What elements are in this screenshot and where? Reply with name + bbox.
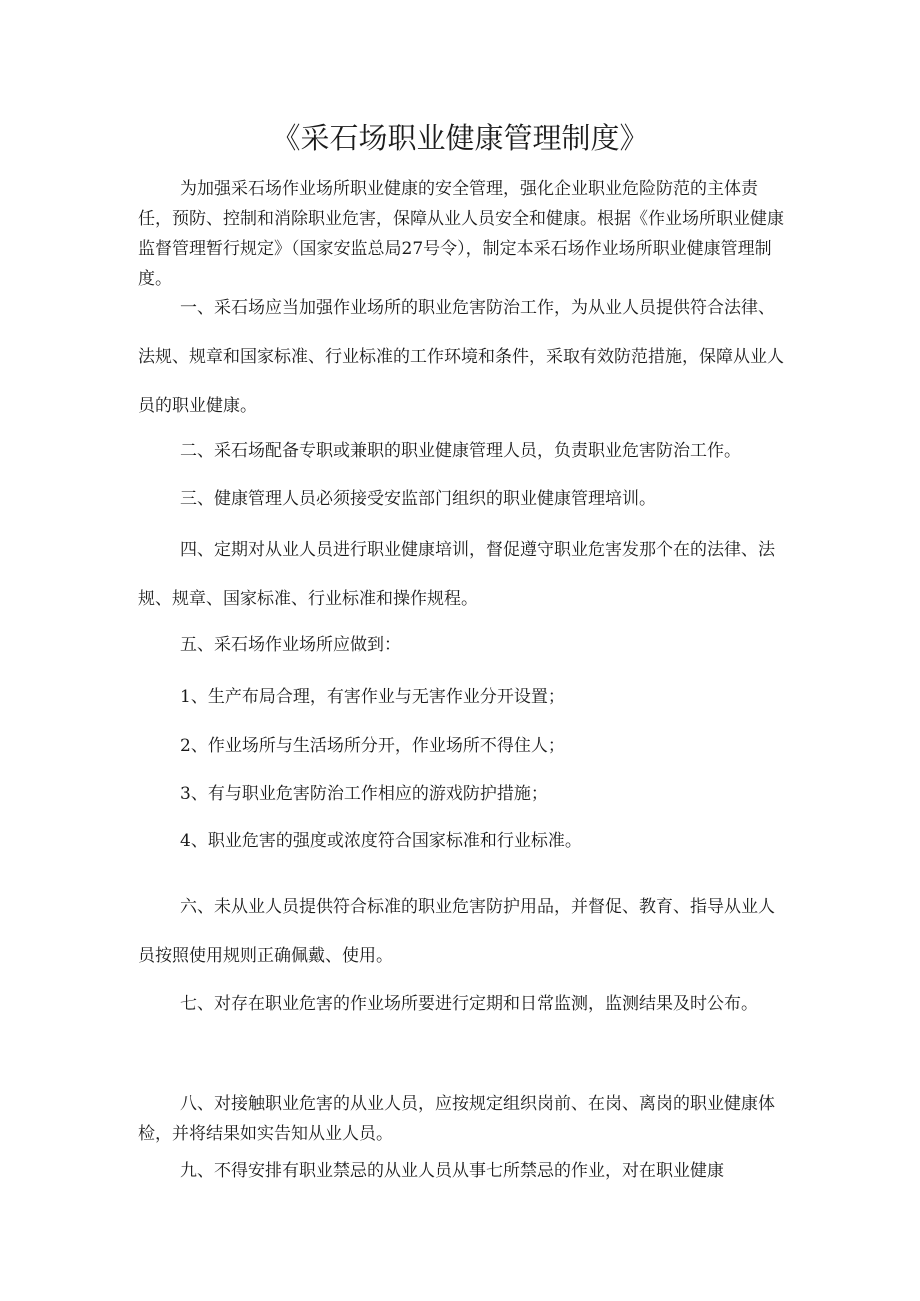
section-6-paragraph: 六、未从业人员提供符合标准的职业危害防护用品，并督促、教育、指导从业人员按照使用规则正确佩戴、使用。 xyxy=(138,897,775,966)
list-item: 4、职业危害的强度或浓度符合国家标准和行业标准。 xyxy=(180,831,582,851)
list-item: 1、生产布局合理，有害作业与无害作业分开设置； xyxy=(180,687,565,707)
section-7-paragraph: 七、对存在职业危害的作业场所要进行定期和日常监测，监测结果及时公布。 xyxy=(180,994,758,1014)
section-3-paragraph: 三、健康管理人员必须接受安监部门组织的职业健康管理培训。 xyxy=(180,489,656,509)
list-item: 2、作业场所与生活场所分开，作业场所不得住人； xyxy=(180,736,565,756)
section-1-paragraph: 一、采石场应当加强作业场所的职业危害防治工作，为从业人员提供符合法律、法规、规章和国家标准、行业标准的工作环境和条件，采取有效防范措施，保障从业人员的职业健康。 xyxy=(138,298,784,416)
section-2-paragraph: 二、采石场配备专职或兼职的职业健康管理人员，负责职业危害防治工作。 xyxy=(180,441,741,461)
section-9-paragraph: 九、不得安排有职业禁忌的从业人员从事七所禁忌的作业，对在职业健康 xyxy=(180,1161,724,1181)
intro-paragraph: 为加强采石场作业场所职业健康的安全管理，强化企业职业危险防范的主体责任，预防、控制和消除职业危害，保障从业人员安全和健康。根据《作业场所职业健康监督管理暂行规定》（国家安监总局27号令），制定本采石场作业场所职业健康管理制度。 xyxy=(138,179,784,289)
list-item: 3、有与职业危害防治工作相应的游戏防护措施； xyxy=(180,784,548,804)
document-title: 《采石场职业健康管理制度》 xyxy=(271,121,649,155)
section-5-paragraph: 五、采石场作业场所应做到： xyxy=(180,635,401,655)
section-4-paragraph: 四、定期对从业人员进行职业健康培训，督促遵守职业危害发那个在的法律、法规、规章、国家标准、行业标准和操作规程。 xyxy=(138,540,775,609)
section-8-paragraph: 八、对接触职业危害的从业人员，应按规定组织岗前、在岗、离岗的职业健康体检，并将结果如实告知从业人员。 xyxy=(138,1094,775,1144)
